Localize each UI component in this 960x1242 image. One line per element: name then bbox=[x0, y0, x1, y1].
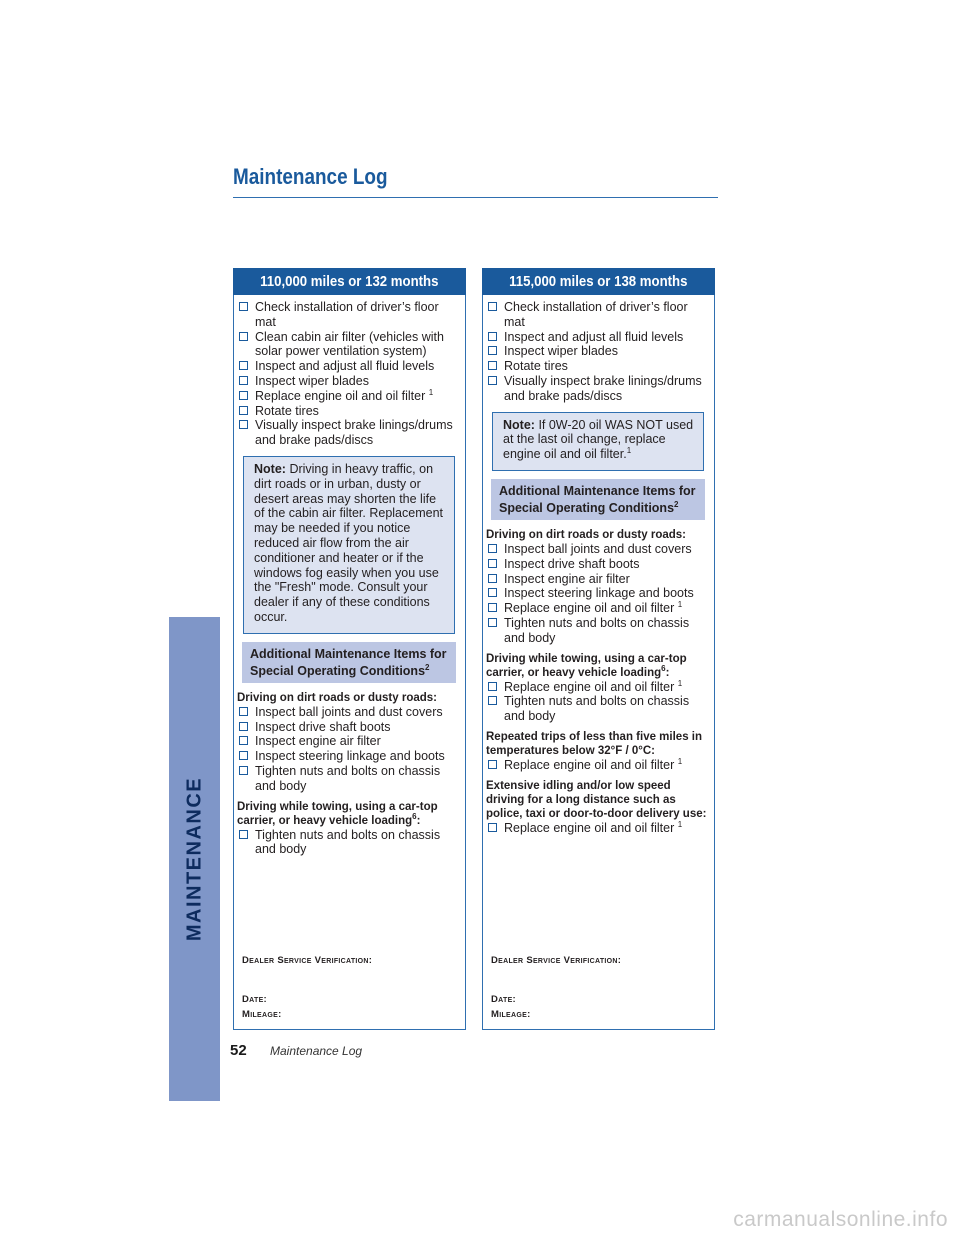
checkbox-icon[interactable] bbox=[488, 361, 497, 370]
checklist-item[interactable]: Inspect steering linkage and boots bbox=[237, 749, 461, 764]
note-label: Note: bbox=[254, 461, 286, 476]
maintenance-column-110000 bbox=[233, 268, 466, 1030]
mileage-label: Mileage: bbox=[242, 1009, 282, 1020]
site-watermark: carmanualsonline.info bbox=[733, 1208, 948, 1231]
checkbox-icon[interactable] bbox=[488, 760, 497, 769]
checklist-item[interactable]: Replace engine oil and oil filter $^1$ bbox=[486, 821, 710, 836]
checkbox-icon[interactable] bbox=[239, 830, 248, 839]
checkbox-icon[interactable] bbox=[239, 751, 248, 760]
footnote-ref: 1 bbox=[428, 387, 434, 397]
checkbox-icon[interactable] bbox=[488, 559, 497, 568]
column-header: 110,000 miles or 132 months bbox=[233, 268, 466, 295]
cabin-filter-note bbox=[243, 456, 455, 634]
oil-note: Note: If 0W-20 oil WAS NOT used at the last oil change, replace engine oil and oil filter.$^1$ bbox=[492, 412, 704, 471]
condition-heading: Driving on dirt roads or dusty roads: bbox=[237, 691, 437, 704]
checklist-item[interactable]: Visually inspect brake linings/drums and brake pads/discs bbox=[486, 374, 710, 404]
checklist-item[interactable]: Replace engine oil and oil filter $^1$ bbox=[486, 680, 710, 695]
checklist-item[interactable]: Rotate tires bbox=[237, 404, 461, 419]
side-tab-label: MAINTENANCE bbox=[183, 776, 205, 942]
maintenance-column-115000 bbox=[482, 268, 715, 1030]
checkbox-icon[interactable] bbox=[239, 376, 248, 385]
checklist-item[interactable]: Inspect and adjust all fluid levels bbox=[237, 359, 461, 374]
checkbox-icon[interactable] bbox=[239, 361, 248, 370]
checklist-item[interactable]: Inspect engine air filter bbox=[237, 734, 461, 749]
mileage-label: Mileage: bbox=[491, 1009, 531, 1020]
checklist-item[interactable]: Inspect engine air filter bbox=[486, 572, 710, 587]
note-label: Note: bbox=[503, 417, 535, 432]
note-text: If 0W-20 oil WAS NOT used at the last oil change, replace engine oil and oil filter. bbox=[503, 417, 694, 462]
checkbox-icon[interactable] bbox=[488, 696, 497, 705]
checkbox-icon[interactable] bbox=[239, 302, 248, 311]
condition-heading: Driving while towing, using a car-top carrier, or heavy vehicle loading$^6$: bbox=[486, 652, 687, 679]
additional-items-heading: Additional Maintenance Items for Special Operating Conditions$^2$ bbox=[242, 642, 456, 683]
title-divider bbox=[233, 197, 718, 198]
checklist-item[interactable]: Clean cabin air filter (vehicles with solar power ventilation system) bbox=[237, 330, 461, 360]
checkbox-icon[interactable] bbox=[488, 332, 497, 341]
note-text: Driving in heavy traffic, on dirt roads or in urban, dusty or desert areas may shorten the life of the cabin air filter. Replacement may be needed if you notice reduced air flow from the air conditioner and heater or if the windows fog easily when you use the "Fresh" mode. Consult your dealer if any of these conditions occur. bbox=[254, 461, 443, 624]
checkbox-icon[interactable] bbox=[239, 420, 248, 429]
checkbox-icon[interactable] bbox=[488, 618, 497, 627]
checkbox-icon[interactable] bbox=[239, 736, 248, 745]
checklist-item[interactable]: Inspect ball joints and dust covers bbox=[486, 542, 710, 557]
checklist-item[interactable]: Visually inspect brake linings/drums and brake pads/discs bbox=[237, 418, 461, 448]
checklist-item[interactable]: Inspect ball joints and dust covers bbox=[237, 705, 461, 720]
checkbox-icon[interactable] bbox=[239, 766, 248, 775]
checklist-item[interactable]: Tighten nuts and bolts on chassis and body bbox=[486, 694, 710, 724]
page-number: 52 bbox=[230, 1042, 247, 1059]
checkbox-icon[interactable] bbox=[239, 391, 248, 400]
checklist-item[interactable]: Tighten nuts and bolts on chassis and body bbox=[237, 764, 461, 794]
checklist-item[interactable]: Tighten nuts and bolts on chassis and body bbox=[237, 828, 461, 858]
column-header: 115,000 miles or 138 months bbox=[482, 268, 715, 295]
checklist-item[interactable]: Check installation of driver’s floor mat bbox=[237, 300, 461, 330]
checkbox-icon[interactable] bbox=[488, 588, 497, 597]
checklist-item[interactable]: Inspect drive shaft boots bbox=[237, 720, 461, 735]
condition-heading: Repeated trips of less than five miles in temperatures below 32°F / 0°C: bbox=[486, 730, 703, 757]
checklist-item[interactable]: Inspect wiper blades bbox=[237, 374, 461, 389]
checkbox-icon[interactable] bbox=[488, 376, 497, 385]
additional-items-heading: Additional Maintenance Items for Special Operating Conditions$^2$ bbox=[491, 479, 705, 520]
date-label: Date: bbox=[242, 994, 268, 1005]
section-side-tab bbox=[169, 617, 220, 1101]
dealer-verification-label: Dealer Service Verification: bbox=[242, 955, 373, 966]
footer-section-label: Maintenance Log bbox=[270, 1044, 363, 1058]
condition-heading: Driving on dirt roads or dusty roads: bbox=[486, 528, 686, 541]
checkbox-icon[interactable] bbox=[488, 823, 497, 832]
checkbox-icon[interactable] bbox=[239, 406, 248, 415]
checkbox-icon[interactable] bbox=[488, 346, 497, 355]
checklist-item[interactable]: Replace engine oil and oil filter $^1$ bbox=[486, 601, 710, 616]
condition-heading: Driving while towing, using a car-top carrier, or heavy vehicle loading$^6$: bbox=[237, 800, 438, 827]
checklist-item[interactable]: Check installation of driver’s floor mat bbox=[486, 300, 710, 330]
checklist-item[interactable]: Inspect wiper blades bbox=[486, 344, 710, 359]
checklist-item[interactable]: Replace engine oil and oil filter $^1$ bbox=[237, 389, 461, 404]
checklist-item[interactable]: Inspect steering linkage and boots bbox=[486, 586, 710, 601]
dealer-verification-label: Dealer Service Verification: bbox=[491, 955, 622, 966]
checkbox-icon[interactable] bbox=[488, 682, 497, 691]
checklist-item[interactable]: Inspect drive shaft boots bbox=[486, 557, 710, 572]
checkbox-icon[interactable] bbox=[239, 332, 248, 341]
checkbox-icon[interactable] bbox=[239, 707, 248, 716]
page-title: Maintenance Log bbox=[233, 164, 388, 189]
checklist-item[interactable]: Replace engine oil and oil filter $^1$ bbox=[486, 758, 710, 773]
checkbox-icon[interactable] bbox=[488, 544, 497, 553]
checkbox-icon[interactable] bbox=[488, 603, 497, 612]
checkbox-icon[interactable] bbox=[239, 722, 248, 731]
checkbox-icon[interactable] bbox=[488, 574, 497, 583]
checklist-item[interactable]: Tighten nuts and bolts on chassis and body bbox=[486, 616, 710, 646]
checklist-item[interactable]: Inspect and adjust all fluid levels bbox=[486, 330, 710, 345]
condition-heading: Extensive idling and/or low speed driving for a long distance such as police, taxi or door-to-door delivery use: bbox=[486, 779, 707, 820]
checkbox-icon[interactable] bbox=[488, 302, 497, 311]
date-label: Date: bbox=[491, 994, 517, 1005]
checklist-item[interactable]: Rotate tires bbox=[486, 359, 710, 374]
